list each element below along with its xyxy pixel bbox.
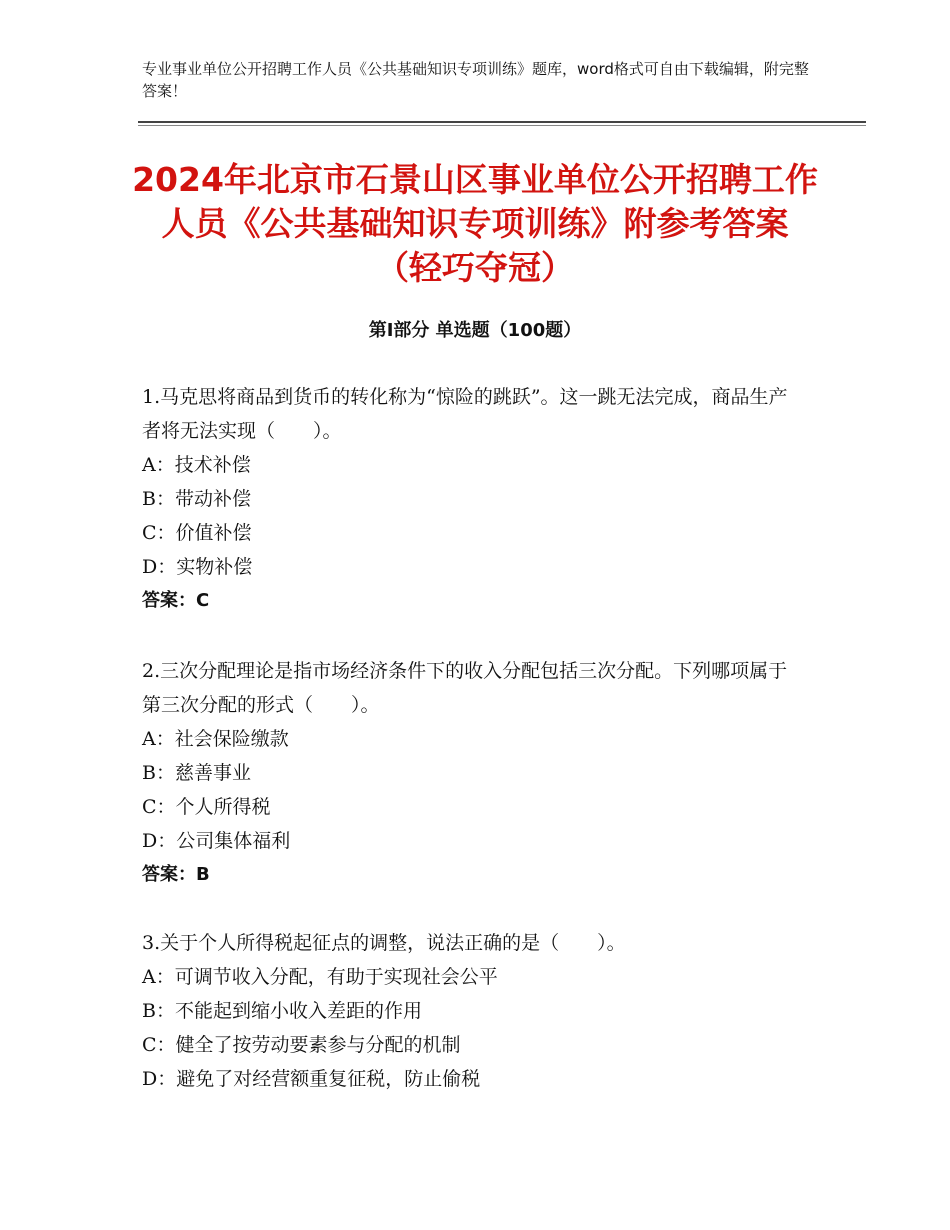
option-d: D：实物补偿 (142, 556, 253, 578)
option-c: C：个人所得税 (142, 796, 271, 818)
document-title: 2024年北京市石景山区事业单位公开招聘工作人员《公共基础知识专项训练》附参考答案（轻巧夺冠） (132, 160, 818, 287)
answer: 答案：B (142, 864, 210, 885)
header-rule-thick (138, 121, 866, 123)
option-a: A：技术补偿 (142, 454, 251, 476)
option-a: A：社会保险缴款 (142, 728, 289, 750)
question-3 (142, 926, 802, 1096)
option-a: A：可调节收入分配，有助于实现社会公平 (142, 966, 498, 988)
section-heading: 第Ⅰ部分 单选题（100题） (368, 320, 582, 341)
header-note: 专业事业单位公开招聘工作人员《公共基础知识专项训练》题库，word格式可自由下载编辑，附完整答案！ (142, 60, 809, 100)
option-d: D：公司集体福利 (142, 830, 291, 852)
option-b: B：慈善事业 (142, 762, 251, 784)
question-1 (142, 380, 802, 618)
question-stem: 2.三次分配理论是指市场经济条件下的收入分配包括三次分配。下列哪项属于第三次分配的形式（ ）。 (142, 660, 788, 716)
question-stem: 3.关于个人所得税起征点的调整，说法正确的是（ ）。 (142, 932, 626, 954)
answer: 答案：C (142, 590, 210, 611)
option-d: D：避免了对经营额重复征税，防止偷税 (142, 1068, 481, 1090)
header-rule-thin (138, 125, 866, 126)
question-2 (142, 654, 802, 892)
option-b: B：带动补偿 (142, 488, 251, 510)
option-c: C：健全了按劳动要素参与分配的机制 (142, 1034, 461, 1056)
option-c: C：价值补偿 (142, 522, 252, 544)
option-b: B：不能起到缩小收入差距的作用 (142, 1000, 422, 1022)
question-stem: 1.马克思将商品到货币的转化称为“惊险的跳跃”。这一跳无法完成，商品生产者将无法实现（ ）。 (142, 386, 788, 442)
